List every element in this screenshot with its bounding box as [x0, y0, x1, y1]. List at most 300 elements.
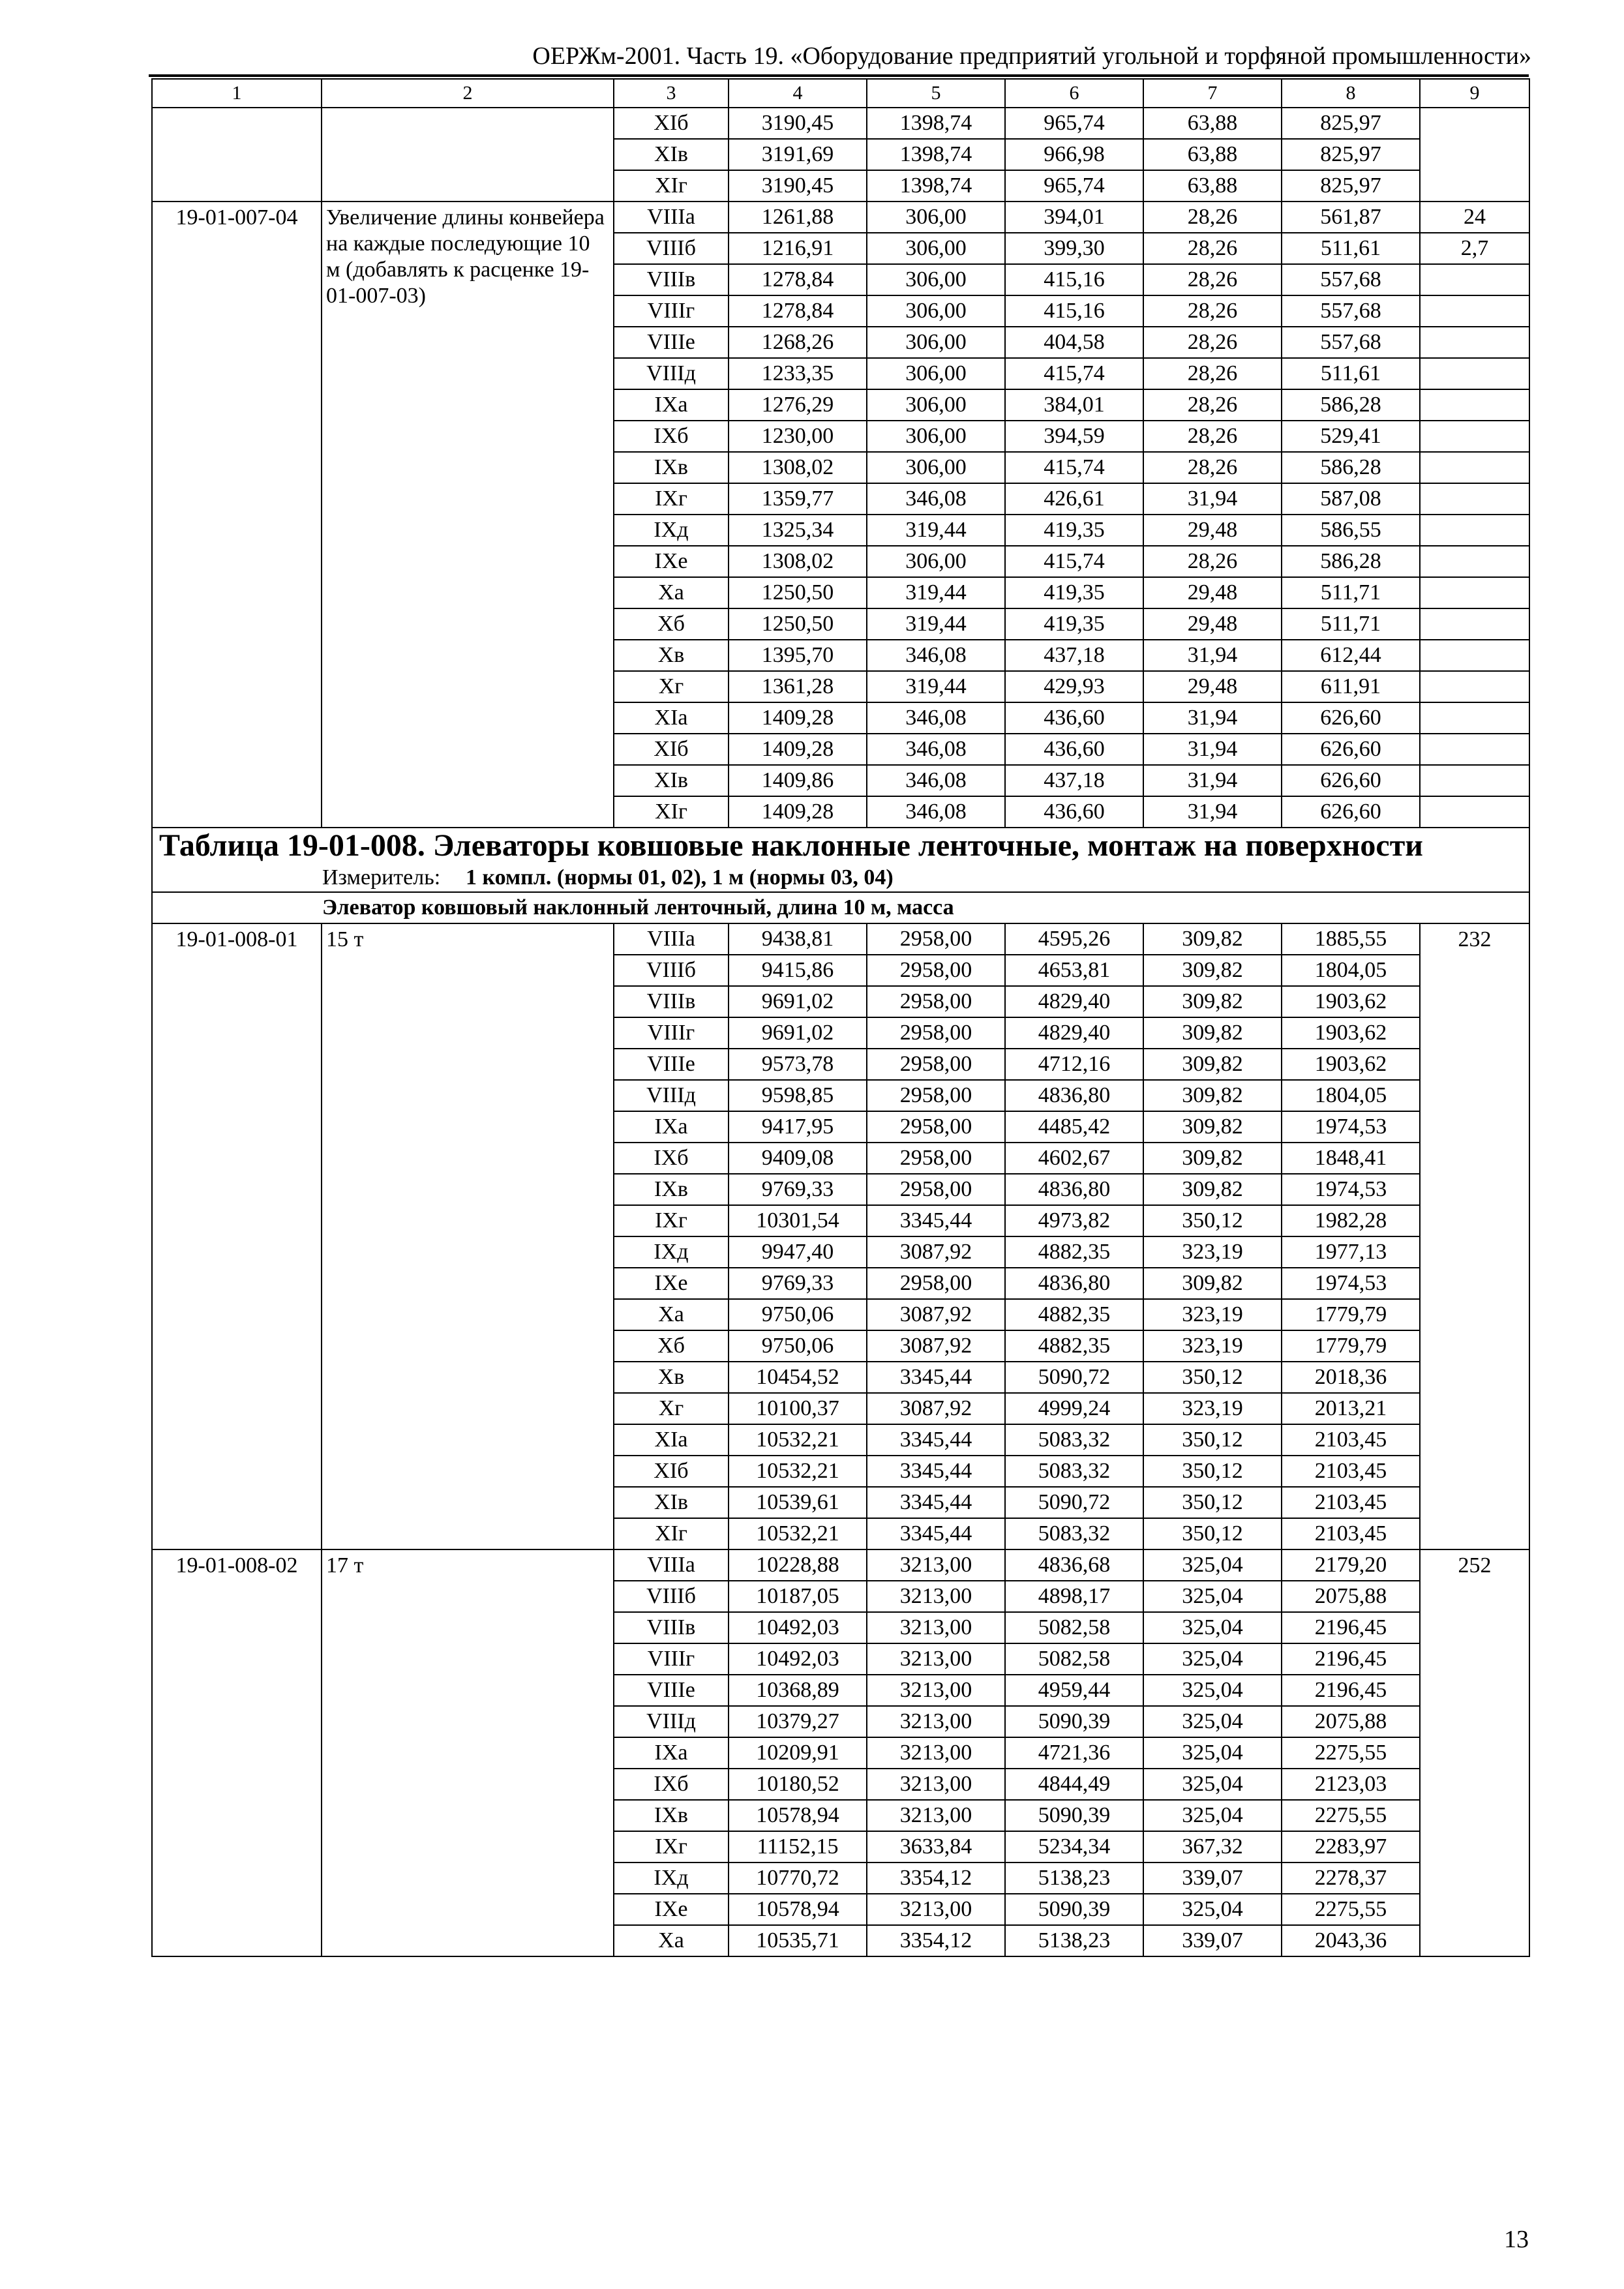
zone-cell: IXд [614, 1863, 729, 1894]
direct-cost-cell: 9947,40 [729, 1236, 867, 1268]
machine-cost-cell: 5090,72 [1005, 1487, 1143, 1518]
zone-cell: VIIIд [614, 1080, 729, 1111]
material-cost-cell: 1804,05 [1282, 1080, 1420, 1111]
material-cost-cell: 1974,53 [1282, 1174, 1420, 1205]
machine-cost-cell: 965,74 [1005, 108, 1143, 139]
zone-cell: VIIIг [614, 295, 729, 327]
direct-cost-cell: 1216,91 [729, 233, 867, 264]
zone-cell: XIб [614, 1456, 729, 1487]
table-title: Таблица 19-01-008. Элеваторы ковшовые наклонные ленточные, монтаж на поверхности [152, 828, 1529, 863]
rate-code [152, 108, 322, 202]
machine-cost-cell: 4829,40 [1005, 1017, 1143, 1049]
direct-cost-cell: 1308,02 [729, 452, 867, 483]
zone-cell: XIг [614, 170, 729, 202]
zone-cell: XIг [614, 1518, 729, 1549]
material-cost-cell: 2283,97 [1282, 1831, 1420, 1863]
machine-cost-cell: 4999,24 [1005, 1393, 1143, 1424]
material-cost-cell: 626,60 [1282, 796, 1420, 828]
machine-cost-cell: 4898,17 [1005, 1581, 1143, 1612]
material-cost-cell: 586,55 [1282, 515, 1420, 546]
material-cost-cell: 1903,62 [1282, 1017, 1420, 1049]
table-row [152, 1549, 1529, 1581]
work-name: Увеличение длины конвейера на каждые последующие 10 м (добавлять к расценке 19-01-007-03) [322, 202, 614, 828]
material-cost-cell: 626,60 [1282, 734, 1420, 765]
machinist-wage-cell: 309,82 [1143, 1111, 1282, 1143]
labor-cell [1420, 608, 1529, 640]
machine-cost-cell: 4485,42 [1005, 1111, 1143, 1143]
wage-cell: 306,00 [867, 358, 1005, 389]
machinist-wage-cell: 63,88 [1143, 139, 1282, 170]
machine-cost-cell: 415,16 [1005, 295, 1143, 327]
zone-cell: IXа [614, 1111, 729, 1143]
machine-cost-cell: 399,30 [1005, 233, 1143, 264]
direct-cost-cell: 1361,28 [729, 671, 867, 702]
material-cost-cell: 511,71 [1282, 608, 1420, 640]
zone-cell: VIIIе [614, 327, 729, 358]
wage-cell: 3087,92 [867, 1299, 1005, 1330]
machine-cost-cell: 4973,82 [1005, 1205, 1143, 1236]
zone-cell: VIIIв [614, 264, 729, 295]
machine-cost-cell: 4882,35 [1005, 1236, 1143, 1268]
direct-cost-cell: 9409,08 [729, 1143, 867, 1174]
wage-cell: 3345,44 [867, 1456, 1005, 1487]
wage-cell: 306,00 [867, 295, 1005, 327]
zone-cell: XIв [614, 1487, 729, 1518]
material-cost-cell: 2275,55 [1282, 1737, 1420, 1769]
zone-cell: IXе [614, 546, 729, 577]
zone-cell: VIIIб [614, 955, 729, 986]
direct-cost-cell: 9417,95 [729, 1111, 867, 1143]
machinist-wage-cell: 350,12 [1143, 1456, 1282, 1487]
wage-cell: 3213,00 [867, 1643, 1005, 1675]
rate-code: 19-01-007-04 [152, 202, 322, 828]
material-cost-cell: 2179,20 [1282, 1549, 1420, 1581]
machinist-wage-cell: 28,26 [1143, 327, 1282, 358]
zone-cell: VIIIг [614, 1643, 729, 1675]
zone-cell: IXа [614, 389, 729, 421]
machine-cost-cell: 4602,67 [1005, 1143, 1143, 1174]
machinist-wage-cell: 339,07 [1143, 1925, 1282, 1956]
machinist-wage-cell: 31,94 [1143, 734, 1282, 765]
wage-cell: 306,00 [867, 264, 1005, 295]
machine-cost-cell: 5082,58 [1005, 1612, 1143, 1643]
direct-cost-cell: 9415,86 [729, 955, 867, 986]
material-cost-cell: 586,28 [1282, 389, 1420, 421]
machine-cost-cell: 429,93 [1005, 671, 1143, 702]
machinist-wage-cell: 325,04 [1143, 1549, 1282, 1581]
wage-cell: 346,08 [867, 734, 1005, 765]
material-cost-cell: 2075,88 [1282, 1581, 1420, 1612]
material-cost-cell: 1779,79 [1282, 1299, 1420, 1330]
direct-cost-cell: 1278,84 [729, 264, 867, 295]
machine-cost-cell: 966,98 [1005, 139, 1143, 170]
direct-cost-cell: 1230,00 [729, 421, 867, 452]
direct-cost-cell: 11152,15 [729, 1831, 867, 1863]
machinist-wage-cell: 29,48 [1143, 577, 1282, 608]
machine-cost-cell: 4882,35 [1005, 1299, 1143, 1330]
labor-cell [1420, 421, 1529, 452]
wage-cell: 346,08 [867, 796, 1005, 828]
machinist-wage-cell: 29,48 [1143, 515, 1282, 546]
labor-cell [1420, 389, 1529, 421]
direct-cost-cell: 9769,33 [729, 1268, 867, 1299]
direct-cost-cell: 1250,50 [729, 577, 867, 608]
zone-cell: Xб [614, 1330, 729, 1362]
machinist-wage-cell: 350,12 [1143, 1424, 1282, 1456]
column-number: 6 [1005, 79, 1143, 108]
wage-cell: 2958,00 [867, 1049, 1005, 1080]
material-cost-cell: 557,68 [1282, 295, 1420, 327]
material-cost-cell: 1903,62 [1282, 1049, 1420, 1080]
direct-cost-cell: 1268,26 [729, 327, 867, 358]
wage-cell: 3213,00 [867, 1612, 1005, 1643]
measure [152, 863, 1529, 892]
wage-cell: 3213,00 [867, 1675, 1005, 1706]
machinist-wage-cell: 323,19 [1143, 1236, 1282, 1268]
machinist-wage-cell: 323,19 [1143, 1330, 1282, 1362]
machine-cost-cell: 4721,36 [1005, 1737, 1143, 1769]
rates-table [151, 78, 1530, 1957]
machinist-wage-cell: 309,82 [1143, 1268, 1282, 1299]
wage-cell: 319,44 [867, 608, 1005, 640]
zone-cell: Xг [614, 671, 729, 702]
machine-cost-cell: 5083,32 [1005, 1424, 1143, 1456]
material-cost-cell: 529,41 [1282, 421, 1420, 452]
material-cost-cell: 557,68 [1282, 327, 1420, 358]
material-cost-cell: 2123,03 [1282, 1769, 1420, 1800]
machinist-wage-cell: 350,12 [1143, 1362, 1282, 1393]
machine-cost-cell: 4595,26 [1005, 923, 1143, 955]
direct-cost-cell: 10379,27 [729, 1706, 867, 1737]
wage-cell: 319,44 [867, 515, 1005, 546]
zone-cell: XIб [614, 108, 729, 139]
machinist-wage-cell: 325,04 [1143, 1581, 1282, 1612]
direct-cost-cell: 10770,72 [729, 1863, 867, 1894]
machine-cost-cell: 4882,35 [1005, 1330, 1143, 1362]
wage-cell: 3345,44 [867, 1205, 1005, 1236]
zone-cell: Xа [614, 577, 729, 608]
direct-cost-cell: 10539,61 [729, 1487, 867, 1518]
direct-cost-cell: 10532,21 [729, 1456, 867, 1487]
material-cost-cell: 825,97 [1282, 139, 1420, 170]
machinist-wage-cell: 63,88 [1143, 108, 1282, 139]
wage-cell: 3213,00 [867, 1894, 1005, 1925]
direct-cost-cell: 9438,81 [729, 923, 867, 955]
labor-cell [1420, 734, 1529, 765]
wage-cell: 3213,00 [867, 1581, 1005, 1612]
zone-cell: VIIIд [614, 358, 729, 389]
measure-row [152, 863, 1529, 892]
wage-cell: 346,08 [867, 640, 1005, 671]
wage-cell: 3087,92 [867, 1330, 1005, 1362]
wage-cell: 2958,00 [867, 1111, 1005, 1143]
material-cost-cell: 2103,45 [1282, 1424, 1420, 1456]
machine-cost-cell: 4844,49 [1005, 1769, 1143, 1800]
labor-cell [1420, 702, 1529, 734]
machinist-wage-cell: 31,94 [1143, 796, 1282, 828]
material-cost-cell: 626,60 [1282, 702, 1420, 734]
labor-cell [1420, 546, 1529, 577]
work-name: 17 т [322, 1549, 614, 1956]
machine-cost-cell: 384,01 [1005, 389, 1143, 421]
direct-cost-cell: 10532,21 [729, 1518, 867, 1549]
column-number: 9 [1420, 79, 1529, 108]
zone-cell: IXг [614, 483, 729, 515]
direct-cost-cell: 9691,02 [729, 986, 867, 1017]
machine-cost-cell: 5090,72 [1005, 1362, 1143, 1393]
table-title-row [152, 828, 1529, 863]
machinist-wage-cell: 31,94 [1143, 483, 1282, 515]
machine-cost-cell: 4836,80 [1005, 1174, 1143, 1205]
direct-cost-cell: 10454,52 [729, 1362, 867, 1393]
zone-cell: Xв [614, 1362, 729, 1393]
wage-cell: 319,44 [867, 671, 1005, 702]
zone-cell: XIв [614, 139, 729, 170]
direct-cost-cell: 1395,70 [729, 640, 867, 671]
material-cost-cell: 2013,21 [1282, 1393, 1420, 1424]
labor-cell [1420, 452, 1529, 483]
machine-cost-cell: 5090,39 [1005, 1894, 1143, 1925]
zone-cell: VIIIа [614, 923, 729, 955]
labor-cell [1420, 295, 1529, 327]
machinist-wage-cell: 323,19 [1143, 1299, 1282, 1330]
rate-code: 19-01-008-01 [152, 923, 322, 1549]
table-row [152, 923, 1529, 955]
wage-cell: 2958,00 [867, 923, 1005, 955]
machinist-wage-cell: 325,04 [1143, 1894, 1282, 1925]
machinist-wage-cell: 323,19 [1143, 1393, 1282, 1424]
material-cost-cell: 2275,55 [1282, 1894, 1420, 1925]
labor-cell [1420, 577, 1529, 608]
labor-cell [1420, 671, 1529, 702]
wage-cell: 306,00 [867, 452, 1005, 483]
machinist-wage-cell: 350,12 [1143, 1205, 1282, 1236]
wage-cell: 2958,00 [867, 1143, 1005, 1174]
machinist-wage-cell: 29,48 [1143, 671, 1282, 702]
machinist-wage-cell: 325,04 [1143, 1800, 1282, 1831]
machinist-wage-cell: 325,04 [1143, 1675, 1282, 1706]
machinist-wage-cell: 29,48 [1143, 608, 1282, 640]
machinist-wage-cell: 28,26 [1143, 358, 1282, 389]
material-cost-cell: 612,44 [1282, 640, 1420, 671]
wage-cell: 3213,00 [867, 1800, 1005, 1831]
direct-cost-cell: 10209,91 [729, 1737, 867, 1769]
machine-cost-cell: 5138,23 [1005, 1925, 1143, 1956]
machine-cost-cell: 5138,23 [1005, 1863, 1143, 1894]
direct-cost-cell: 9598,85 [729, 1080, 867, 1111]
machinist-wage-cell: 309,82 [1143, 1174, 1282, 1205]
machinist-wage-cell: 31,94 [1143, 640, 1282, 671]
zone-cell: XIб [614, 734, 729, 765]
material-cost-cell: 2103,45 [1282, 1487, 1420, 1518]
column-number: 4 [729, 79, 867, 108]
zone-cell: IXд [614, 515, 729, 546]
zone-cell: VIIIб [614, 233, 729, 264]
material-cost-cell: 2018,36 [1282, 1362, 1420, 1393]
machine-cost-cell: 965,74 [1005, 170, 1143, 202]
direct-cost-cell: 10532,21 [729, 1424, 867, 1456]
header-rule [149, 74, 1529, 77]
direct-cost-cell: 1278,84 [729, 295, 867, 327]
machine-cost-cell: 394,59 [1005, 421, 1143, 452]
material-cost-cell: 611,91 [1282, 671, 1420, 702]
direct-cost-cell: 9769,33 [729, 1174, 867, 1205]
wage-cell: 3213,00 [867, 1549, 1005, 1581]
measure-value: 1 компл. (нормы 01, 02), 1 м (нормы 03, 04) [466, 865, 894, 890]
zone-cell: IXг [614, 1205, 729, 1236]
machine-cost-cell: 4829,40 [1005, 986, 1143, 1017]
machine-cost-cell: 4836,80 [1005, 1080, 1143, 1111]
labor-cell [1420, 358, 1529, 389]
zone-cell: IXа [614, 1737, 729, 1769]
wage-cell: 2958,00 [867, 955, 1005, 986]
machinist-wage-cell: 31,94 [1143, 765, 1282, 796]
zone-cell: IXд [614, 1236, 729, 1268]
direct-cost-cell: 1250,50 [729, 608, 867, 640]
material-cost-cell: 511,61 [1282, 233, 1420, 264]
machinist-wage-cell: 350,12 [1143, 1518, 1282, 1549]
machine-cost-cell: 4653,81 [1005, 955, 1143, 986]
wage-cell: 2958,00 [867, 1017, 1005, 1049]
zone-cell: VIIIд [614, 1706, 729, 1737]
wage-cell: 346,08 [867, 765, 1005, 796]
machine-cost-cell: 419,35 [1005, 608, 1143, 640]
wage-cell: 1398,74 [867, 139, 1005, 170]
direct-cost-cell: 9750,06 [729, 1330, 867, 1362]
machinist-wage-cell: 28,26 [1143, 295, 1282, 327]
machinist-wage-cell: 63,88 [1143, 170, 1282, 202]
labor-cell [1420, 796, 1529, 828]
machinist-wage-cell: 325,04 [1143, 1706, 1282, 1737]
machinist-wage-cell: 309,82 [1143, 923, 1282, 955]
zone-cell: XIг [614, 796, 729, 828]
wage-cell: 306,00 [867, 233, 1005, 264]
direct-cost-cell: 10578,94 [729, 1894, 867, 1925]
machine-cost-cell: 5083,32 [1005, 1456, 1143, 1487]
machinist-wage-cell: 28,26 [1143, 452, 1282, 483]
direct-cost-cell: 9573,78 [729, 1049, 867, 1080]
direct-cost-cell: 9750,06 [729, 1299, 867, 1330]
wage-cell: 2958,00 [867, 1080, 1005, 1111]
labor-cell [1420, 483, 1529, 515]
zone-cell: IXб [614, 1143, 729, 1174]
wage-cell: 319,44 [867, 577, 1005, 608]
material-cost-cell: 2043,36 [1282, 1925, 1420, 1956]
material-cost-cell: 2196,45 [1282, 1612, 1420, 1643]
material-cost-cell: 511,71 [1282, 577, 1420, 608]
zone-cell: IXг [614, 1831, 729, 1863]
machine-cost-cell: 5090,39 [1005, 1800, 1143, 1831]
running-header: ОЕРЖм-2001. Часть 19. «Оборудование предприятий угольной и торфяной промышленности» [532, 42, 1531, 70]
direct-cost-cell: 3191,69 [729, 139, 867, 170]
direct-cost-cell: 1325,34 [729, 515, 867, 546]
labor-cell [1420, 515, 1529, 546]
machine-cost-cell: 404,58 [1005, 327, 1143, 358]
zone-cell: XIа [614, 1424, 729, 1456]
zone-cell: VIIIг [614, 1017, 729, 1049]
wage-cell: 306,00 [867, 546, 1005, 577]
direct-cost-cell: 1261,88 [729, 202, 867, 233]
zone-cell: IXв [614, 1174, 729, 1205]
wage-cell: 306,00 [867, 327, 1005, 358]
material-cost-cell: 2196,45 [1282, 1675, 1420, 1706]
zone-cell: VIIIб [614, 1581, 729, 1612]
direct-cost-cell: 1233,35 [729, 358, 867, 389]
machinist-wage-cell: 325,04 [1143, 1643, 1282, 1675]
machine-cost-cell: 5082,58 [1005, 1643, 1143, 1675]
machinist-wage-cell: 28,26 [1143, 389, 1282, 421]
machine-cost-cell: 437,18 [1005, 640, 1143, 671]
material-cost-cell: 586,28 [1282, 452, 1420, 483]
machine-cost-cell: 4712,16 [1005, 1049, 1143, 1080]
machine-cost-cell: 436,60 [1005, 796, 1143, 828]
wage-cell: 2958,00 [867, 986, 1005, 1017]
column-number: 5 [867, 79, 1005, 108]
direct-cost-cell: 10492,03 [729, 1643, 867, 1675]
direct-cost-cell: 10100,37 [729, 1393, 867, 1424]
material-cost-cell: 2103,45 [1282, 1518, 1420, 1549]
labor-cell: 232 [1420, 923, 1529, 1549]
zone-cell: IXв [614, 452, 729, 483]
direct-cost-cell: 1409,28 [729, 796, 867, 828]
group-row [152, 892, 1529, 923]
direct-cost-cell: 10187,05 [729, 1581, 867, 1612]
machine-cost-cell: 415,16 [1005, 264, 1143, 295]
direct-cost-cell: 1359,77 [729, 483, 867, 515]
page-number: 13 [1504, 2226, 1529, 2253]
column-number: 3 [614, 79, 729, 108]
wage-cell: 3213,00 [867, 1737, 1005, 1769]
material-cost-cell: 557,68 [1282, 264, 1420, 295]
direct-cost-cell: 10535,71 [729, 1925, 867, 1956]
machine-cost-cell: 4959,44 [1005, 1675, 1143, 1706]
labor-cell [1420, 327, 1529, 358]
machinist-wage-cell: 309,82 [1143, 986, 1282, 1017]
wage-cell: 3354,12 [867, 1863, 1005, 1894]
measure-label: Измеритель: [322, 865, 441, 890]
machine-cost-cell: 5083,32 [1005, 1518, 1143, 1549]
column-number: 2 [322, 79, 614, 108]
machinist-wage-cell: 28,26 [1143, 202, 1282, 233]
table-row [152, 108, 1529, 139]
machine-cost-cell: 5234,34 [1005, 1831, 1143, 1863]
wage-cell: 306,00 [867, 389, 1005, 421]
machine-cost-cell: 394,01 [1005, 202, 1143, 233]
wage-cell: 3633,84 [867, 1831, 1005, 1863]
direct-cost-cell: 10228,88 [729, 1549, 867, 1581]
wage-cell: 3213,00 [867, 1706, 1005, 1737]
machinist-wage-cell: 31,94 [1143, 702, 1282, 734]
material-cost-cell: 2196,45 [1282, 1643, 1420, 1675]
machinist-wage-cell: 309,82 [1143, 1017, 1282, 1049]
material-cost-cell: 511,61 [1282, 358, 1420, 389]
zone-cell: Xг [614, 1393, 729, 1424]
wage-cell: 346,08 [867, 483, 1005, 515]
material-cost-cell: 1779,79 [1282, 1330, 1420, 1362]
material-cost-cell: 2103,45 [1282, 1456, 1420, 1487]
direct-cost-cell: 10301,54 [729, 1205, 867, 1236]
zone-cell: IXе [614, 1268, 729, 1299]
zone-cell: VIIIв [614, 1612, 729, 1643]
zone-cell: Xа [614, 1925, 729, 1956]
machinist-wage-cell: 325,04 [1143, 1737, 1282, 1769]
material-cost-cell: 626,60 [1282, 765, 1420, 796]
wage-cell: 2958,00 [867, 1174, 1005, 1205]
machinist-wage-cell: 339,07 [1143, 1863, 1282, 1894]
material-cost-cell: 825,97 [1282, 108, 1420, 139]
material-cost-cell: 1885,55 [1282, 923, 1420, 955]
labor-cell [1420, 765, 1529, 796]
